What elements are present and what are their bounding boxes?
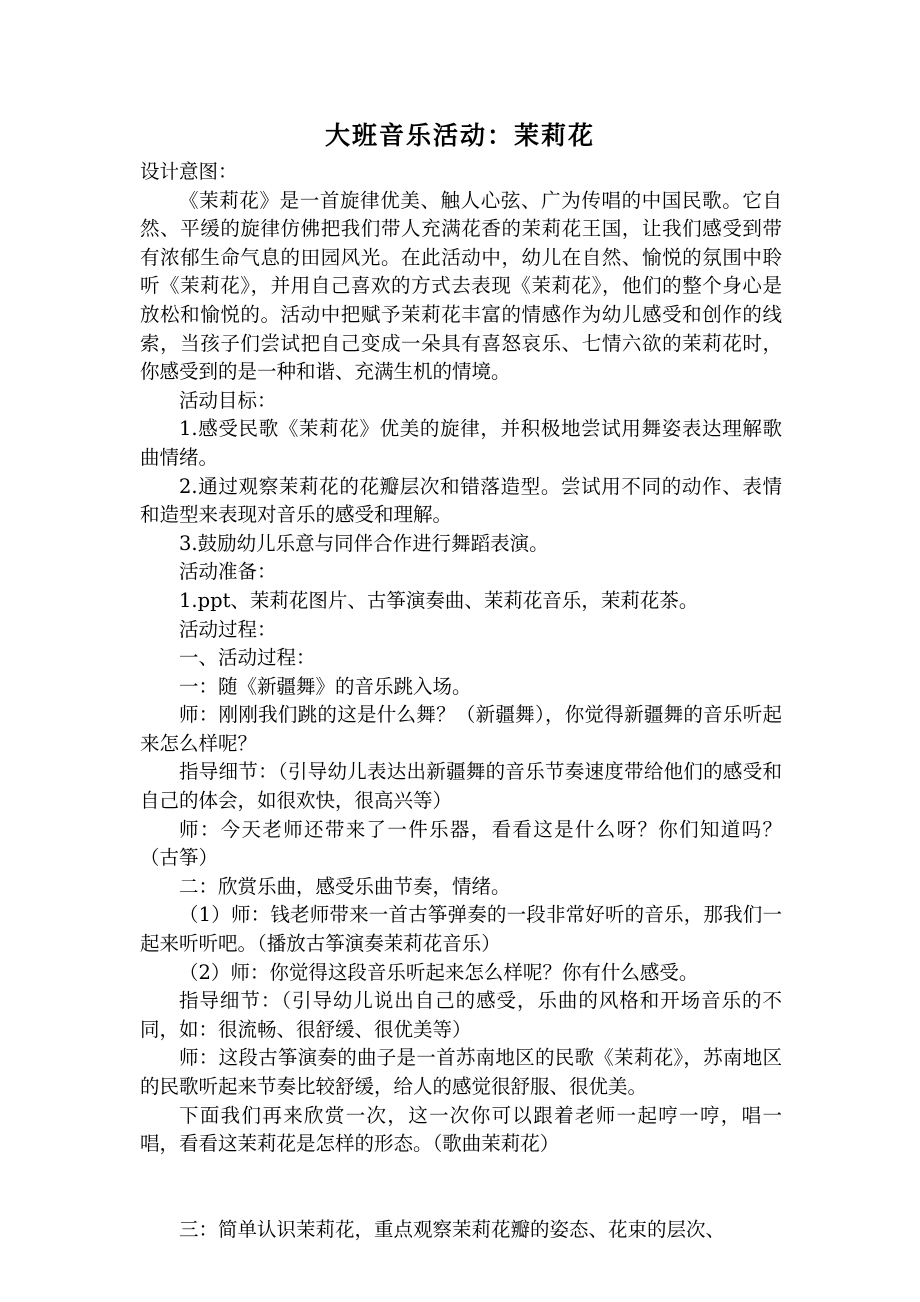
guidance-detail-2: 指导细节：（引导幼儿说出自己的感受，乐曲的风格和开场音乐的不同，如：很流畅、很舒缓、很优美等） [140, 989, 782, 1041]
objective-2: 2.通过观察茉莉花的花瓣层次和错落造型。尝试用不同的动作、表情和造型来表现对音乐的感受和理解。 [140, 474, 782, 527]
teacher-explanation: 师：这段古筝演奏的曲子是一首苏南地区的民歌《茉莉花》，苏南地区的民歌听起来节奏比较舒缓，给人的感觉很舒服、很优美。 [140, 1046, 782, 1098]
section-heading-process: 活动过程： [179, 617, 277, 641]
listen-again: 下面我们再来欣赏一次，这一次你可以跟着老师一起哼一哼，唱一唱，看看这茉莉花是怎样的形态。（歌曲茉莉花） [140, 1103, 782, 1156]
guidance-detail-1: 指导细节：（引导幼儿表达出新疆舞的音乐节奏速度带给他们的感受和自己的体会，如很欢快，很高兴等） [140, 760, 782, 813]
paragraph-design-intent: 《茉莉花》是一首旋律优美、触人心弦、广为传唱的中国民歌。它自然、平缓的旋律仿佛把我们带人充满花香的茉莉花王国，让我们感受到带有浓郁生命气息的田园风光。在此活动中，幼儿在自然、愉悦的氛围中聆听《茉莉花》，并用自己喜欢的方式去表现《茉莉花》，他们的整个身心是放松和愉悦的。活动中把赋予茉莉花丰富的情感作为幼儿感受和创作的线索，当孩子们尝试把自己变成一朵具有喜怒哀乐、七情六欲的茉莉花时，你感受到的是一种和谐、充满生机的情境。 [140, 188, 782, 384]
process-step-2: 二：欣赏乐曲，感受乐曲节奏，情绪。 [179, 874, 511, 898]
objective-3: 3.鼓励幼儿乐意与同伴合作进行舞蹈表演。 [179, 531, 549, 555]
document-body [140, 158, 782, 1244]
section-heading-preparation: 活动准备： [179, 560, 277, 584]
process-step-1: 一：随《新疆舞》的音乐跳入场。 [179, 674, 472, 698]
objective-1: 1.感受民歌《茉莉花》优美的旋律，并积极地尝试用舞姿表达理解歌曲情绪。 [140, 417, 782, 469]
process-step-heading: 一、活动过程： [179, 646, 316, 670]
process-step-3: 三：简单认识茉莉花，重点观察茉莉花瓣的姿态、花束的层次、 [179, 1217, 726, 1241]
teacher-question-1: 师：刚刚我们跳的这是什么舞？（新疆舞），你觉得新疆舞的音乐听起来怎么样呢？ [140, 703, 782, 755]
sub-step-2: （2）师：你觉得这段音乐听起来怎么样呢？你有什么感受。 [179, 960, 699, 984]
section-heading-design-intent: 设计意图： [140, 160, 238, 183]
section-heading-objectives: 活动目标： [179, 388, 277, 412]
document-title: 大班音乐活动：茉莉花 [324, 121, 595, 150]
preparation-1: 1.ppt、茉莉花图片、古筝演奏曲、茉莉花音乐，茉莉花茶。 [179, 588, 699, 612]
blank-spacer [140, 1159, 782, 1216]
sub-step-1: （1）师：钱老师带来一首古筝弹奏的一段非常好听的音乐，那我们一起来听听吧。（播放古筝演奏茉莉花音乐） [140, 903, 782, 956]
teacher-question-2: 师：今天老师还带来了一件乐器，看看这是什么呀？你们知道吗？（古筝） [140, 817, 782, 870]
